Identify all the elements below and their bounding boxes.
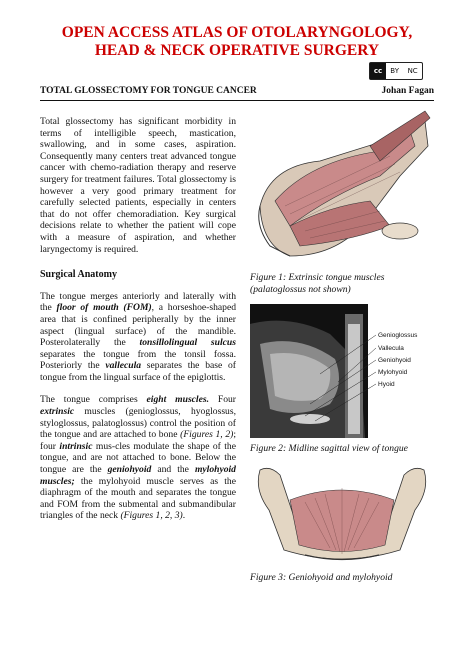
term-intrinsic: intrinsic	[59, 440, 93, 452]
term-geniohyoid: geniohyoid	[107, 464, 152, 476]
text: separates the base of tongue from the lingual surface of the epiglottis.	[40, 360, 236, 383]
text: Four	[209, 394, 236, 406]
label-hyoid: Hyoid	[378, 381, 395, 388]
text: The tongue comprises	[40, 394, 147, 406]
figure-ref: (Figures 1, 2, 3)	[120, 510, 183, 522]
geniohyoid-mylohyoid-illustration	[250, 460, 434, 568]
cc-icon: cc	[370, 63, 386, 79]
text: separates the tongue from the tonsil fossa. Posteriorly the	[40, 348, 236, 372]
text: and the	[151, 464, 195, 476]
figure-1-caption: Figure 1: Extrinsic tongue muscles (palatoglossus not shown)	[250, 272, 385, 295]
nc-icon: NC	[407, 67, 418, 75]
figure-2-image	[250, 304, 434, 438]
term-fom: floor of mouth (FOM)	[56, 302, 152, 314]
text: The tongue merges anteriorly and laterally with the	[40, 290, 236, 314]
figure-ref: (Figures 1, 2)	[180, 429, 234, 441]
term-eight-muscles: eight muscles.	[146, 394, 209, 406]
intro-paragraph: Total glossectomy has significant morbidity in terms of intelligible speech, mastication, swallowing, and in some cases, aspiration. Consequently many centers treat advanced tongue cancer with chemo-radiation therapy and reserve surgery for treatment failures. Total glossectomy is however a very good primary treatment for carefully selected patients, especially in centers that do not offer chemoradiation. Key surgical decisions relate to whether the patient will cope with a measure of aspiration, and whether laryngectomy is required.	[40, 116, 236, 255]
mri-sagittal-view	[250, 304, 434, 438]
text: muscles (genioglossus, hyoglossus, styloglossus, palatoglossus) control the position of the tongue and are attached to bone	[40, 406, 236, 441]
label-geniohyoid: Geniohyoid	[378, 357, 411, 364]
figure-2-caption: Figure 2: Midline sagittal view of tongue	[250, 443, 408, 454]
text: mus-cles modulate the shape of the tongue, and are not attached to bone. Below the tongue are the	[40, 440, 236, 476]
text: .	[182, 510, 186, 522]
figure-1-image	[250, 106, 434, 266]
term-sulcus: tonsillolingual sulcus	[139, 337, 236, 349]
text: ; four	[40, 429, 236, 452]
page-title: OPEN ACCESS ATLAS OF OTOLARYNGOLOGY, HEAD & NECK OPERATIVE SURGERY	[61, 24, 413, 59]
cc-license-badge	[369, 62, 423, 80]
body-text-column	[40, 116, 236, 533]
author-name: Johan Fagan	[381, 86, 434, 96]
anatomy-paragraph-2	[40, 394, 236, 522]
label-vallecula: Vallecula	[378, 345, 404, 352]
label-mylohyoid: Mylohyoid	[378, 369, 408, 376]
extrinsic-muscles-illustration	[250, 106, 434, 266]
anatomy-paragraph-1	[40, 291, 236, 384]
term-mylohyoid: mylohyoid muscles;	[40, 464, 236, 487]
section-heading: Surgical Anatomy	[40, 269, 117, 281]
label-genioglossus: Genioglossus	[378, 332, 418, 339]
term-vallecula: vallecula	[105, 360, 142, 372]
chapter-title: TOTAL GLOSSECTOMY FOR TONGUE CANCER	[40, 86, 257, 96]
term-extrinsic: extrinsic	[40, 406, 75, 418]
text: the mylohyoid muscle serves as the diaphragm of the mouth and separates the tongue and FOM from the submental and submandibular triangles of the neck	[40, 475, 236, 522]
by-icon: BY	[390, 67, 399, 75]
text: , a horseshoe-shaped area that is confined peripherally by the inner aspect (lingual surface) of the mandible. Posterolaterally the	[40, 302, 236, 349]
chapter-header	[40, 86, 434, 101]
figure-3-image	[250, 460, 434, 568]
figure-3-caption: Figure 3: Geniohyoid and mylohyoid	[250, 572, 393, 583]
